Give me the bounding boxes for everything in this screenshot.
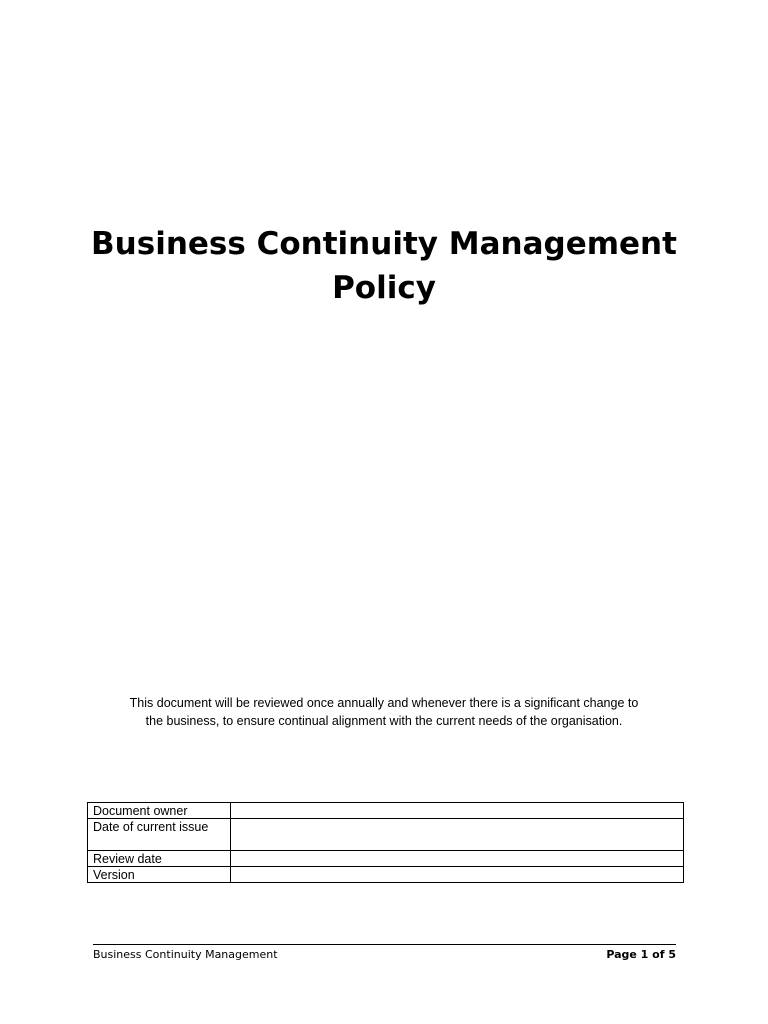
table-row	[88, 803, 684, 819]
table-row	[88, 851, 684, 867]
table-row	[88, 867, 684, 883]
date-of-current-issue-value	[231, 819, 684, 851]
footer-divider	[93, 944, 676, 945]
review-date-label: Review date	[88, 851, 231, 867]
page-footer	[93, 947, 676, 963]
review-note-line-2: the business, to ensure continual alignment with the current needs of the organisation.	[145, 714, 623, 728]
table-row	[88, 819, 684, 851]
version-value	[231, 867, 684, 883]
document-title-line-1: Business Continuity Management	[91, 226, 677, 262]
document-title-line-2: Policy	[332, 270, 436, 306]
footer-document-name: Business Continuity Management	[93, 948, 278, 961]
review-date-value	[231, 851, 684, 867]
document-owner-value	[231, 803, 684, 819]
footer-page-number: Page 1 of 5	[606, 948, 676, 961]
date-of-current-issue-label: Date of current issue	[88, 819, 231, 851]
document-info-table	[87, 802, 684, 883]
version-label: Version	[88, 867, 231, 883]
document-owner-label: Document owner	[88, 803, 231, 819]
document-title	[0, 222, 768, 310]
review-note	[60, 694, 708, 730]
review-note-line-1: This document will be reviewed once annually and whenever there is a significant change to	[129, 696, 639, 710]
